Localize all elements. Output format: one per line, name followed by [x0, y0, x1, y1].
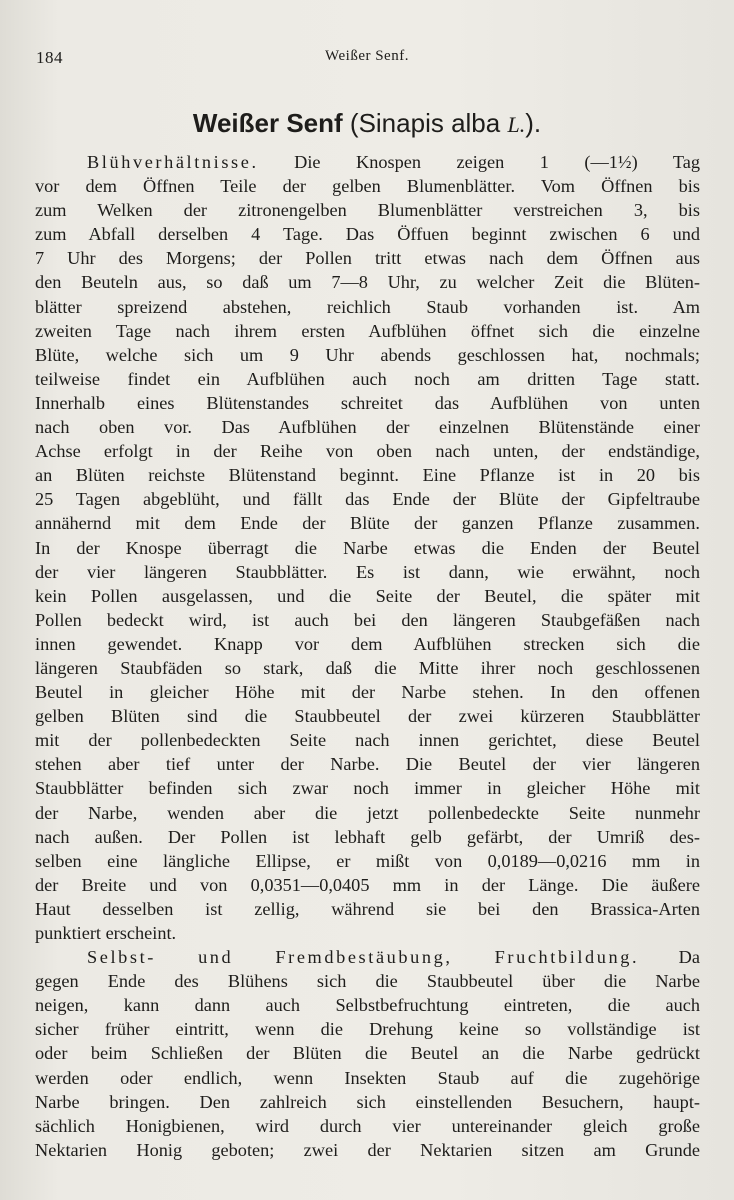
text-line: vor dem Öffnen Teile der gelben Blumenblätter. Vom Öffnen bis — [35, 176, 700, 197]
text-line: Beutel in gleicher Höhe mit der Narbe stehen. In den offenen — [35, 682, 700, 703]
paragraph-lead: Blühverhältnisse. — [87, 152, 259, 172]
heading-close: ). — [525, 108, 542, 138]
running-head — [36, 48, 698, 72]
text-line: sicher früher eintritt, wenn die Drehung keine so vollständige ist — [35, 1019, 700, 1040]
text-line: stehen aber tief unter der Narbe. Die Beutel der vier längeren — [35, 754, 700, 775]
text-line: Staubblätter befinden sich zwar noch immer in gleicher Höhe mit — [35, 778, 700, 799]
text-line: nach außen. Der Pollen ist lebhaft gelb gefärbt, der Umriß des- — [35, 826, 700, 847]
text-line: selben eine längliche Ellipse, er mißt von 0,0189—0,0216 mm in — [35, 850, 700, 871]
text-line: Narbe bringen. Den zahlreich sich einstellenden Besuchern, haupt- — [35, 1091, 700, 1112]
text-line: annähernd mit dem Ende der Blüte der ganzen Pflanze zusammen. — [35, 513, 700, 534]
text-line: Selbst- und Fremdbestäubung, Fruchtbildung. Da — [87, 947, 700, 968]
text-line: mit der pollenbedeckten Seite nach innen gerichtet, diese Beutel — [35, 730, 700, 751]
text-line: Achse erfolgt in der Reihe von oben nach unten, der endständige, — [35, 441, 700, 462]
text-line: Haut desselben ist zellig, während sie bei den Brassica-Arten — [35, 898, 700, 919]
paragraph-bestaeubung — [35, 945, 700, 1162]
body-text — [35, 150, 700, 1162]
text-line: nach oben vor. Das Aufblühen der einzelnen Blütenstände einer — [35, 417, 700, 438]
text-line: neigen, kann dann auch Selbstbefruchtung eintreten, die auch — [35, 995, 700, 1016]
text-line: 7 Uhr des Morgens; der Pollen tritt etwas nach dem Öffnen aus — [35, 248, 700, 269]
text-line: der Breite und von 0,0351—0,0405 mm in der Länge. Die äußere — [35, 874, 700, 895]
text-line: innen gewendet. Knapp vor dem Aufblühen strecken sich die — [35, 633, 700, 654]
text-line: Nektarien Honig geboten; zwei der Nektarien sitzen am Grunde — [35, 1139, 700, 1160]
text-line: sächlich Honigbienen, wird durch vier untereinander gleich große — [35, 1115, 700, 1136]
text-line: zum Abfall derselben 4 Tage. Das Öffuen beginnt zwischen 6 und — [35, 224, 700, 245]
text-line: zweiten Tage nach ihrem ersten Aufblühen öffnet sich die einzelne — [35, 320, 700, 341]
text-line: Innerhalb eines Blütenstandes schreitet das Aufblühen von unten — [35, 392, 700, 413]
heading-author: L. — [507, 112, 526, 137]
text-line: Blüte, welche sich um 9 Uhr abends geschlossen hat, nochmals; — [35, 344, 700, 365]
heading-scientific-name: (Sinapis alba — [349, 108, 501, 138]
text-line: werden oder endlich, wenn Insekten Staub auf die zugehörige — [35, 1067, 700, 1088]
text-line: an Blüten reichste Blütenstand beginnt. Eine Pflanze ist in 20 bis — [35, 465, 700, 486]
running-title: Weißer Senf. — [325, 48, 409, 64]
text-line: punktiert erscheint. — [35, 923, 177, 943]
heading-common-name: Weißer Senf — [192, 108, 343, 138]
section-heading — [0, 108, 734, 140]
page-number: 184 — [36, 48, 63, 67]
text-line: Pollen bedeckt wird, ist auch bei den längeren Staubgefäßen nach — [35, 609, 700, 630]
text-line: blätter spreizend abstehen, reichlich Staub vorhanden ist. Am — [35, 296, 700, 317]
text-line: Blühverhältnisse. Die Knospen zeigen 1 (—1½) Tag — [87, 152, 700, 172]
text-line: den Beuteln aus, so daß um 7—8 Uhr, zu welcher Zeit die Blüten- — [35, 272, 700, 293]
text-line: der vier längeren Staubblätter. Es ist dann, wie erwähnt, noch — [35, 561, 700, 582]
paragraph-bluehverhaeltnisse — [35, 150, 700, 945]
text-line: kein Pollen ausgelassen, und die Seite der Beutel, die später mit — [35, 585, 700, 606]
text-line: teilweise findet ein Aufblühen auch noch am dritten Tage statt. — [35, 368, 700, 389]
text-line: längeren Staubfäden so stark, daß die Mitte ihrer noch geschlossenen — [35, 657, 700, 678]
text-line: In der Knospe überragt die Narbe etwas die Enden der Beutel — [35, 537, 700, 558]
paragraph-lead: Selbst- und Fremdbestäubung, Fruchtbildung. — [87, 947, 640, 968]
text-line: 25 Tagen abgeblüht, und fällt das Ende der Blüte der Gipfeltraube — [35, 489, 700, 510]
text-line: gelben Blüten sind die Staubbeutel der zwei kürzeren Staubblätter — [35, 706, 700, 727]
text-line: der Narbe, wenden aber die jetzt pollenbedeckte Seite nunmehr — [35, 802, 700, 823]
text-line: gegen Ende des Blühens sich die Staubbeutel über die Narbe — [35, 971, 700, 992]
text-line: zum Welken der zitronengelben Blumenblätter verstreichen 3, bis — [35, 200, 700, 221]
text-line: oder beim Schließen der Blüten die Beutel an die Narbe gedrückt — [35, 1043, 700, 1064]
